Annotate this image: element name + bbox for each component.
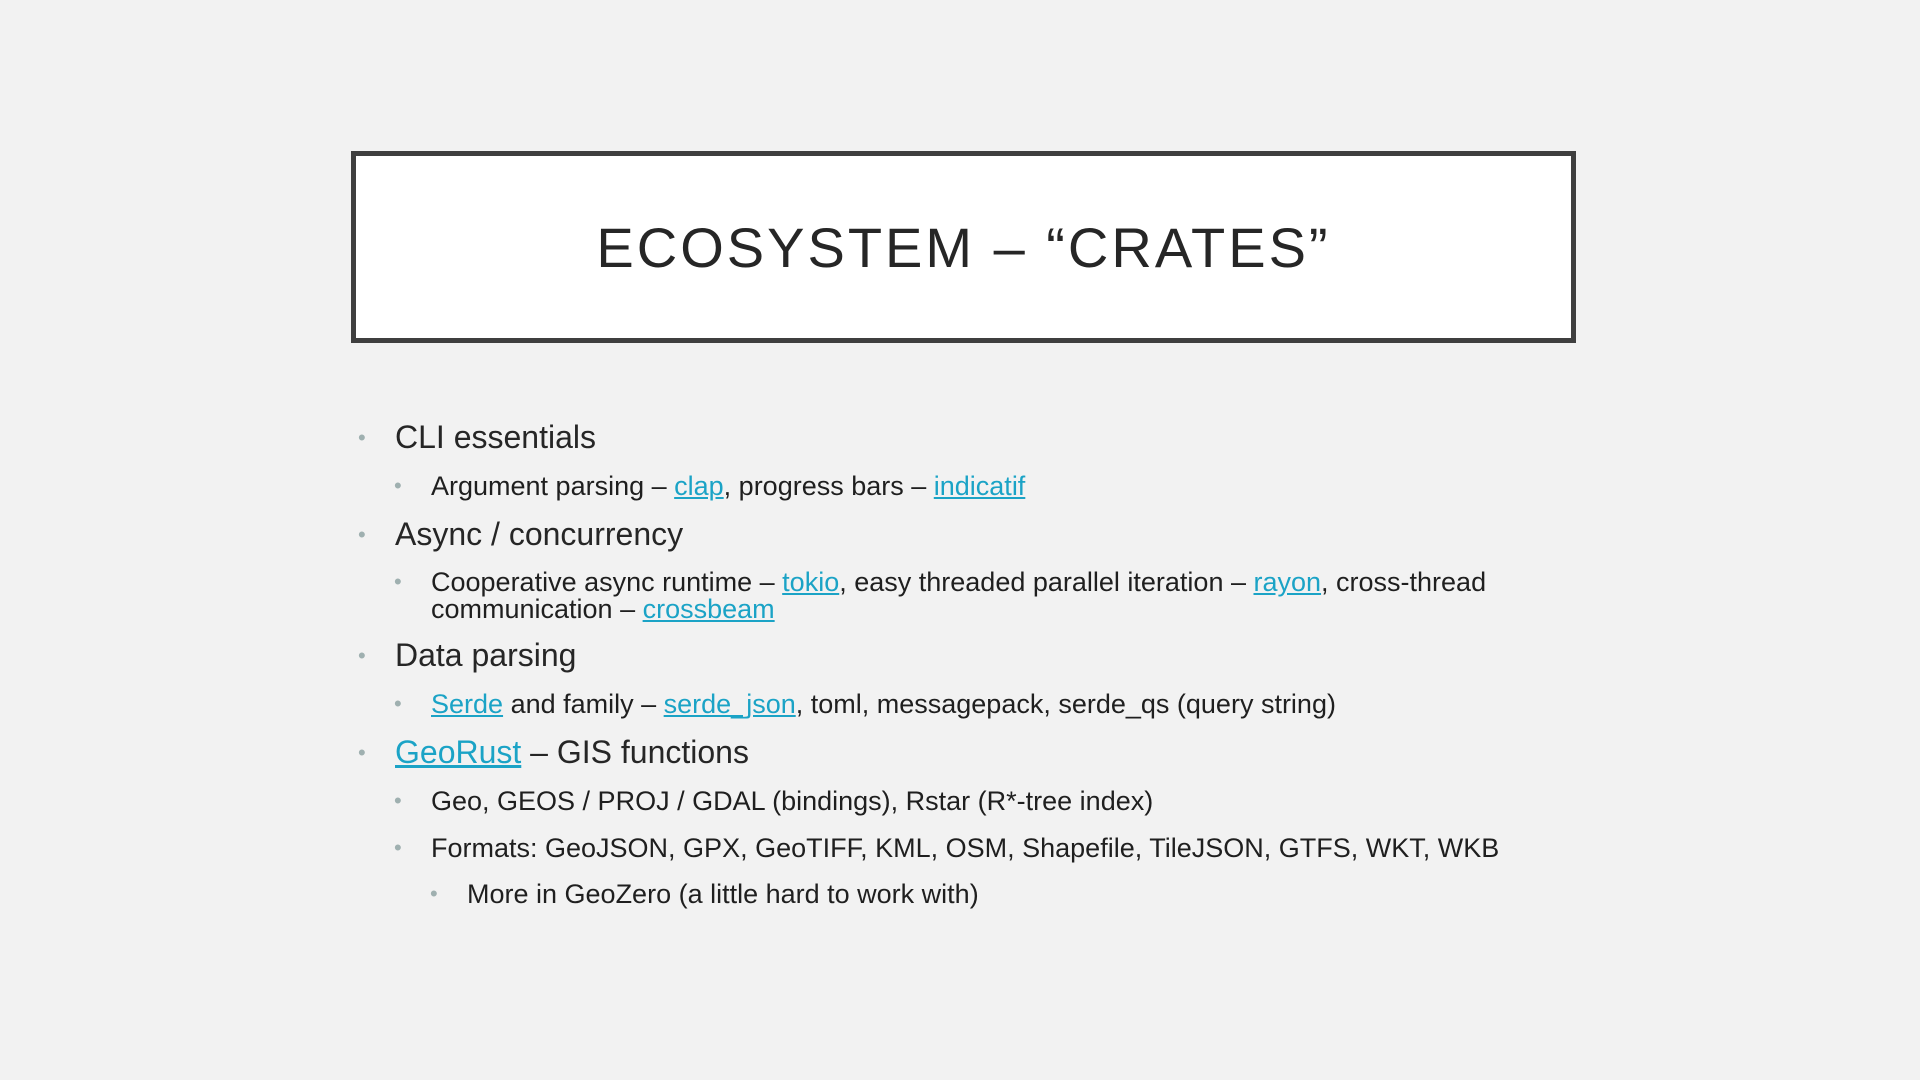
- title-box: [351, 151, 1576, 343]
- list-item-cli-essentials: [358, 420, 1558, 455]
- slide-title: ECOSYSTEM – “CRATES”: [596, 215, 1331, 279]
- bullet-icon: •: [394, 569, 402, 595]
- list-item-async-runtime: [358, 569, 1558, 622]
- list-item-geo-bindings: [358, 787, 1558, 817]
- link-tokio[interactable]: tokio: [782, 567, 840, 598]
- link-clap[interactable]: clap: [674, 471, 724, 502]
- list-item-georust: [358, 735, 1558, 770]
- list-item-geo-formats: [358, 834, 1558, 864]
- bullet-icon: •: [358, 739, 366, 765]
- bullet-icon: •: [394, 691, 402, 717]
- text-segment: Argument parsing –: [431, 471, 675, 502]
- heading-async: Async / concurrency: [395, 515, 684, 552]
- text-segment: , progress bars –: [723, 471, 934, 502]
- list-item-async: [358, 517, 1558, 552]
- bullet-icon: •: [430, 881, 438, 907]
- heading-cli: CLI essentials: [395, 419, 596, 455]
- heading-data: Data parsing: [395, 636, 577, 673]
- bullet-icon: •: [358, 642, 366, 668]
- text-segment: and family –: [503, 689, 664, 720]
- text-segment: , toml, messagepack, serde_qs (query string): [795, 689, 1336, 720]
- bullet-icon: •: [394, 473, 402, 499]
- text-geo-formats: Formats: GeoJSON, GPX, GeoTIFF, KML, OSM, Shapefile, TileJSON, GTFS, WKT, WKB: [431, 832, 1500, 863]
- text-geo-bindings: Geo, GEOS / PROJ / GDAL (bindings), Rstar (R*-tree index): [431, 786, 1154, 817]
- heading-geo-rest: – GIS functions: [521, 733, 749, 770]
- text-segment: Cooperative async runtime –: [431, 567, 783, 598]
- link-indicatif[interactable]: indicatif: [933, 471, 1026, 502]
- link-serde[interactable]: Serde: [431, 689, 504, 720]
- list-item-data-parsing: [358, 638, 1558, 673]
- link-crossbeam[interactable]: crossbeam: [642, 593, 775, 624]
- text-segment: , cross-thread communication –: [431, 567, 1487, 624]
- bullet-list: [358, 420, 1558, 910]
- link-rayon[interactable]: rayon: [1253, 567, 1322, 598]
- list-item-argument-parsing: [358, 472, 1558, 502]
- bullet-icon: •: [358, 425, 366, 450]
- link-serde-json[interactable]: serde_json: [663, 689, 796, 720]
- bullet-icon: •: [358, 521, 366, 547]
- bullet-icon: •: [394, 834, 402, 860]
- list-item-serde: [358, 690, 1558, 720]
- bullet-icon: •: [394, 788, 402, 814]
- text-segment: , easy threaded parallel iteration –: [839, 567, 1254, 598]
- list-item-geozero: [358, 880, 1558, 910]
- text-geozero: More in GeoZero (a little hard to work with): [467, 879, 979, 910]
- link-georust[interactable]: GeoRust: [395, 733, 522, 770]
